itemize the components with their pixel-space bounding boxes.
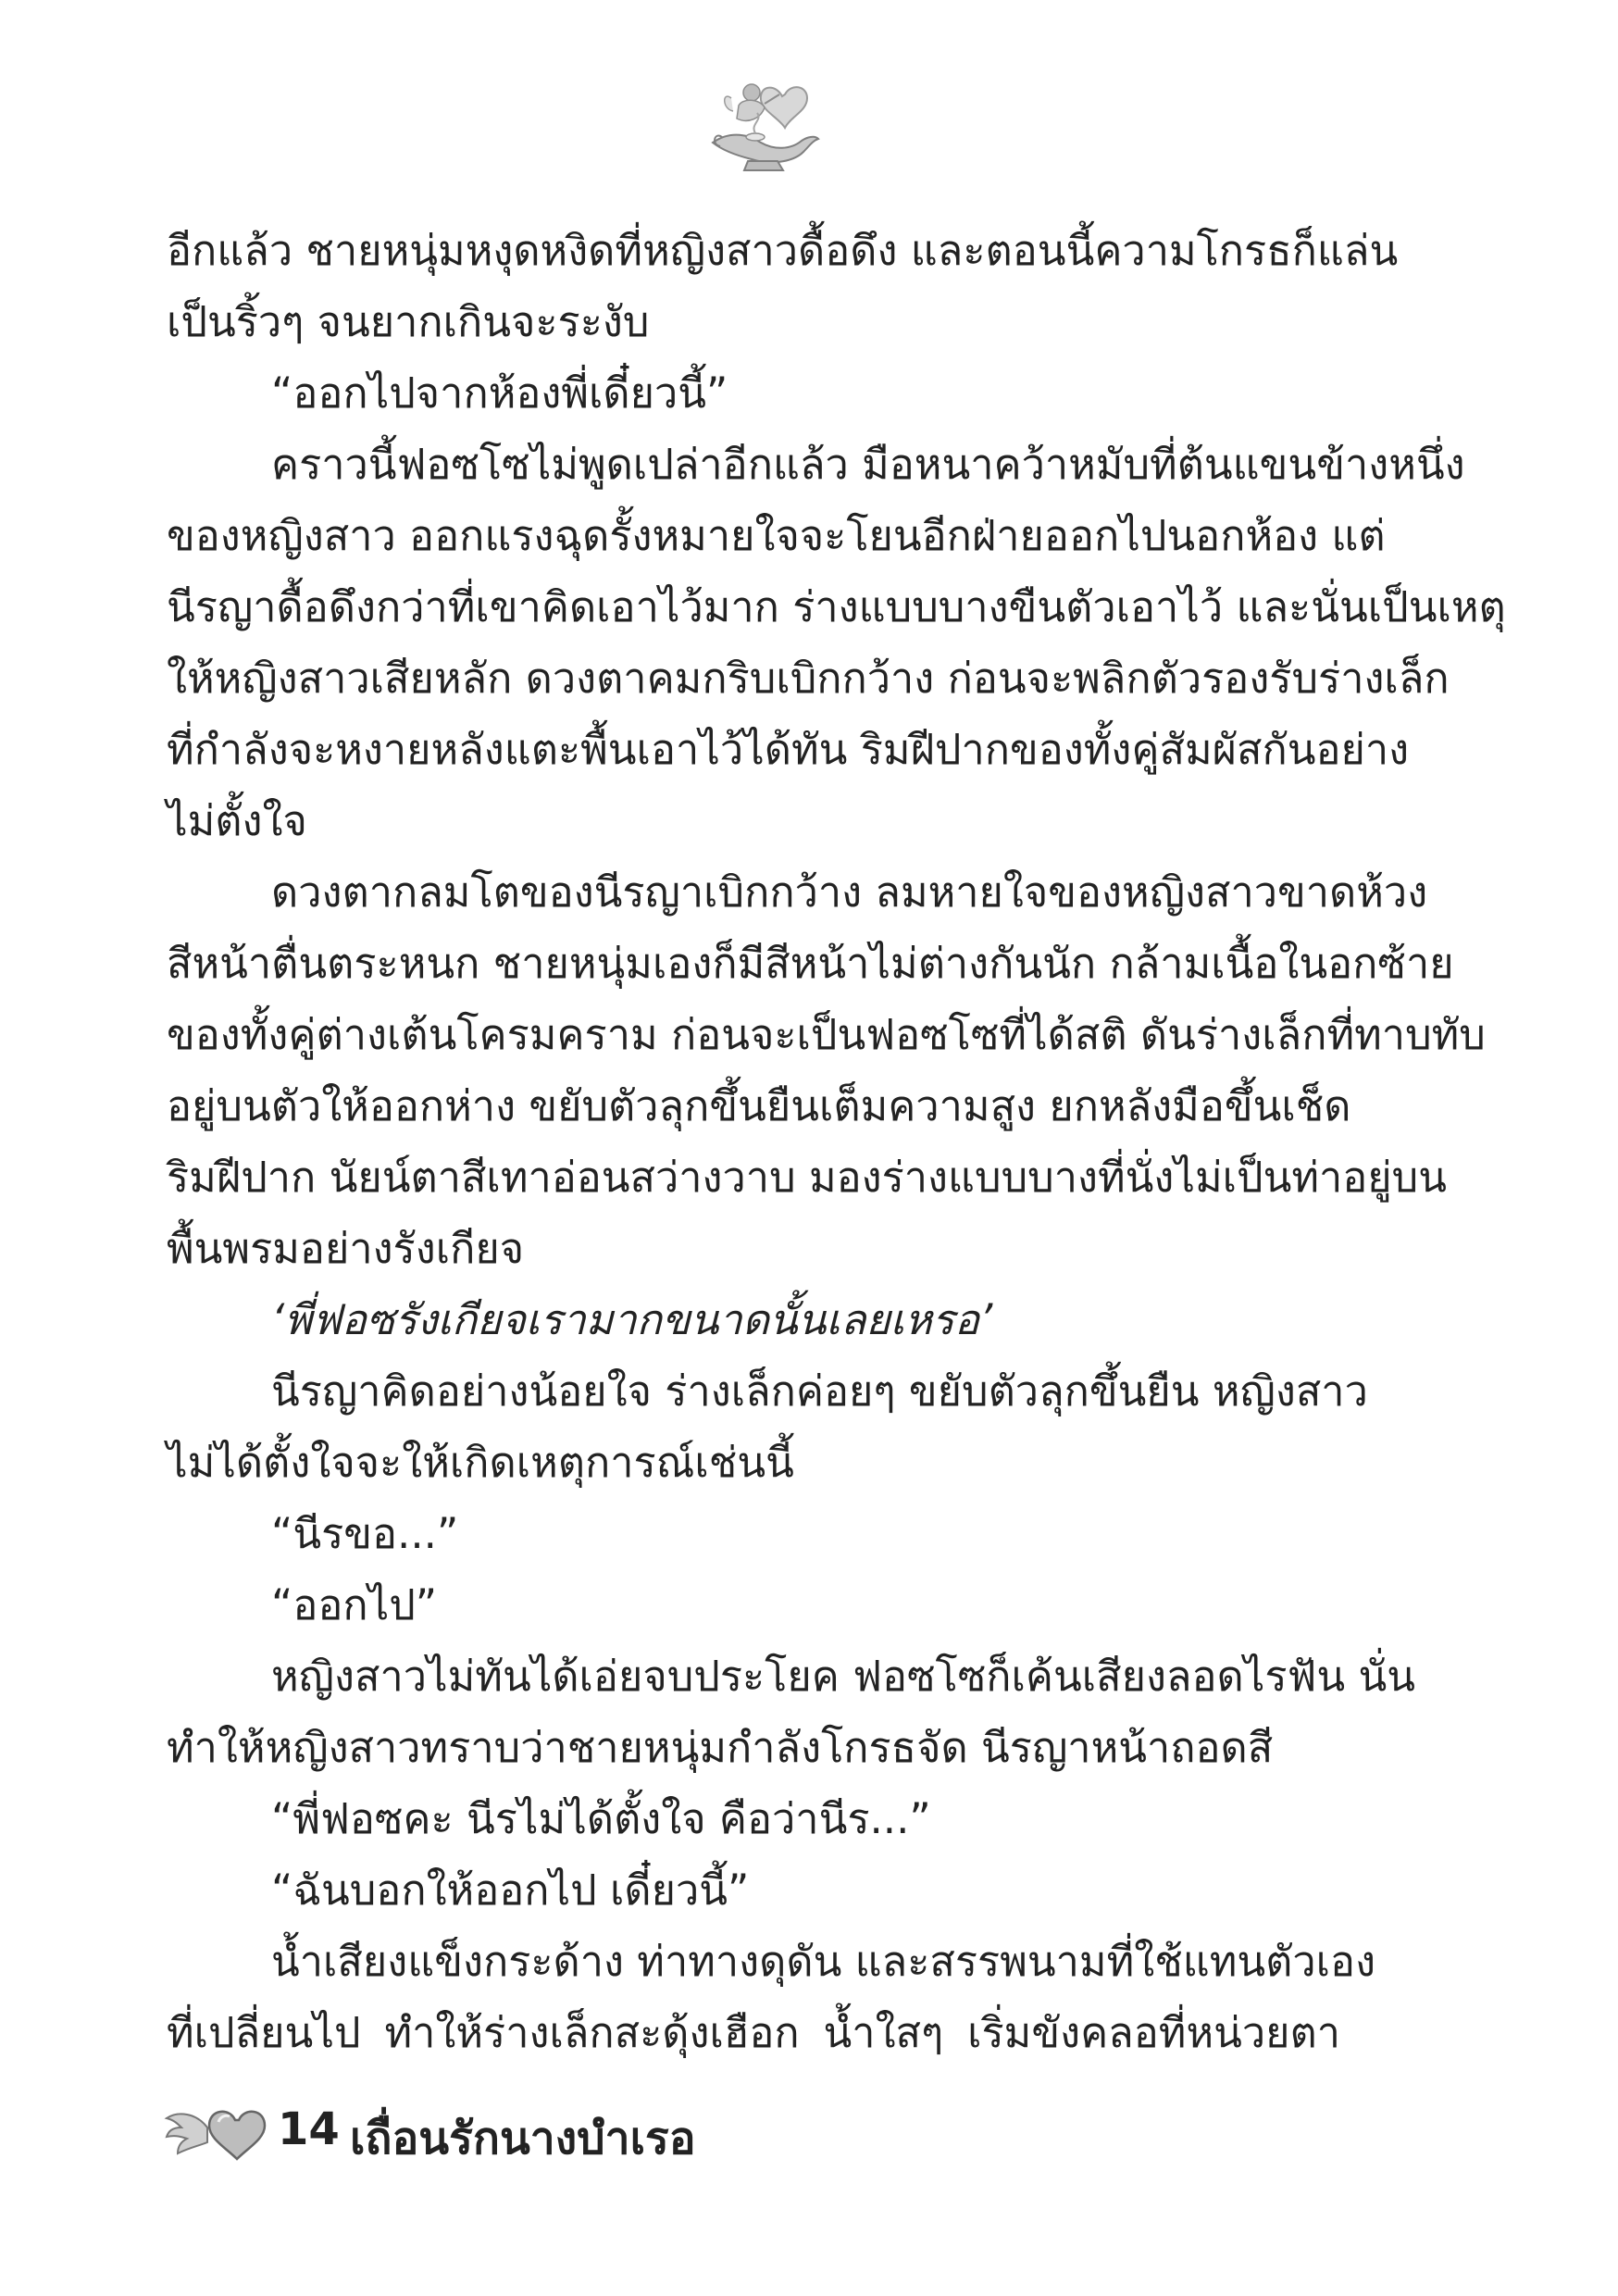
text-line: ให้หญิงสาวเสียหลัก ดวงตาคมกริบเบิกกว้าง ก่อนจะพลิกตัวรองรับร่างเล็ก bbox=[167, 654, 1450, 703]
text-line: น้ำเสียงแข็งกระด้าง ท่าทางดุดัน และสรรพนามที่ใช้แทนตัวเอง bbox=[271, 1937, 1376, 1986]
text-line: ไม่ตั้งใจ bbox=[167, 796, 307, 845]
text-line: ดวงตากลมโตของนีรญาเบิกกว้าง ลมหายใจของหญิงสาวขาดห้วง bbox=[271, 867, 1428, 917]
thought-line: ‘พี่ฟอซรังเกียจเรามากขนาดนั้นเลยเหรอ’ bbox=[271, 1295, 993, 1344]
story-text bbox=[167, 215, 1506, 2068]
text-line: สีหน้าตื่นตระหนก ชายหนุ่มเองก็มีสีหน้าไม่ต่างกันนัก กล้ามเนื้อในอกซ้าย bbox=[167, 939, 1454, 988]
dialogue-line: “ฉันบอกให้ออกไป เดี๋ยวนี้” bbox=[271, 1866, 750, 1915]
text-line: นีรญาดื้อดึงกว่าที่เขาคิดเอาไว้มาก ร่างแบบบางขืนตัวเอาไว้ และนั่นเป็นเหตุ bbox=[167, 582, 1506, 631]
text-line: อีกแล้ว ชายหนุ่มหงุดหงิดที่หญิงสาวดื้อดึง และตอนนี้ความโกรธก็แล่น bbox=[167, 226, 1399, 275]
text-line: ของหญิงสาว ออกแรงฉุดรั้งหมายใจจะโยนอีกฝ่ายออกไปนอกห้อง แต่ bbox=[167, 511, 1386, 560]
text-line: ริมฝีปาก นัยน์ตาสีเทาอ่อนสว่างวาบ มองร่างแบบบางที่นั่งไม่เป็นท่าอยู่บน bbox=[167, 1153, 1448, 1202]
book-title: เถื่อนรักนางบำเรอ bbox=[350, 2113, 696, 2165]
dialogue-line: “ออกไป” bbox=[271, 1580, 438, 1629]
dialogue-line: “ออกไปจากห้องพี่เดี๋ยวนี้” bbox=[271, 368, 728, 418]
winged-heart-icon bbox=[165, 2100, 268, 2165]
text-line: อยู่บนตัวให้ออกห่าง ขยับตัวลุกขึ้นยืนเต็มความสูง ยกหลังมือขึ้นเช็ด bbox=[167, 1081, 1351, 1130]
page-footer bbox=[165, 2094, 998, 2168]
page-number: 14 bbox=[278, 2103, 340, 2155]
text-line: พื้นพรมอย่างรังเกียจ bbox=[167, 1224, 525, 1273]
dialogue-line: “นีรขอ...” bbox=[271, 1509, 459, 1558]
text-line: คราวนี้ฟอซโซไม่พูดเปล่าอีกแล้ว มือหนาคว้าหมับที่ต้นแขนข้างหนึ่ง bbox=[271, 440, 1465, 489]
text-line: ไม่ได้ตั้งใจจะให้เกิดเหตุการณ์เช่นนี้ bbox=[167, 1438, 794, 1487]
text-line: หญิงสาวไม่ทันได้เอ่ยจบประโยค ฟอซโซก็เค้นเสียงลอดไรฟัน นั่น bbox=[271, 1652, 1416, 1701]
text-line: ที่เปลี่ยนไป ทำให้ร่างเล็กสะดุ้งเฮือก น้ำใสๆ เริ่มขังคลอที่หน่วยตา bbox=[167, 2008, 1340, 2057]
cupid-lamp-emblem-icon bbox=[694, 57, 833, 178]
text-line: ที่กำลังจะหงายหลังแตะพื้นเอาไว้ได้ทัน ริมฝีปากของทั้งคู่สัมผัสกันอย่าง bbox=[167, 725, 1410, 774]
text-line: ของทั้งคู่ต่างเต้นโครมคราม ก่อนจะเป็นฟอซโซที่ได้สติ ดันร่างเล็กที่ทาบทับ bbox=[167, 1010, 1486, 1059]
text-line: เป็นริ้วๆ จนยากเกินจะระงับ bbox=[167, 297, 650, 346]
dialogue-line: “พี่ฟอซคะ นีรไม่ได้ตั้งใจ คือว่านีร...” bbox=[271, 1794, 931, 1843]
text-line: นีรญาคิดอย่างน้อยใจ ร่างเล็กค่อยๆ ขยับตัวลุกขึ้นยืน หญิงสาว bbox=[271, 1366, 1368, 1416]
text-line: ทำให้หญิงสาวทราบว่าชายหนุ่มกำลังโกรธจัด นีรญาหน้าถอดสี bbox=[167, 1723, 1274, 1772]
